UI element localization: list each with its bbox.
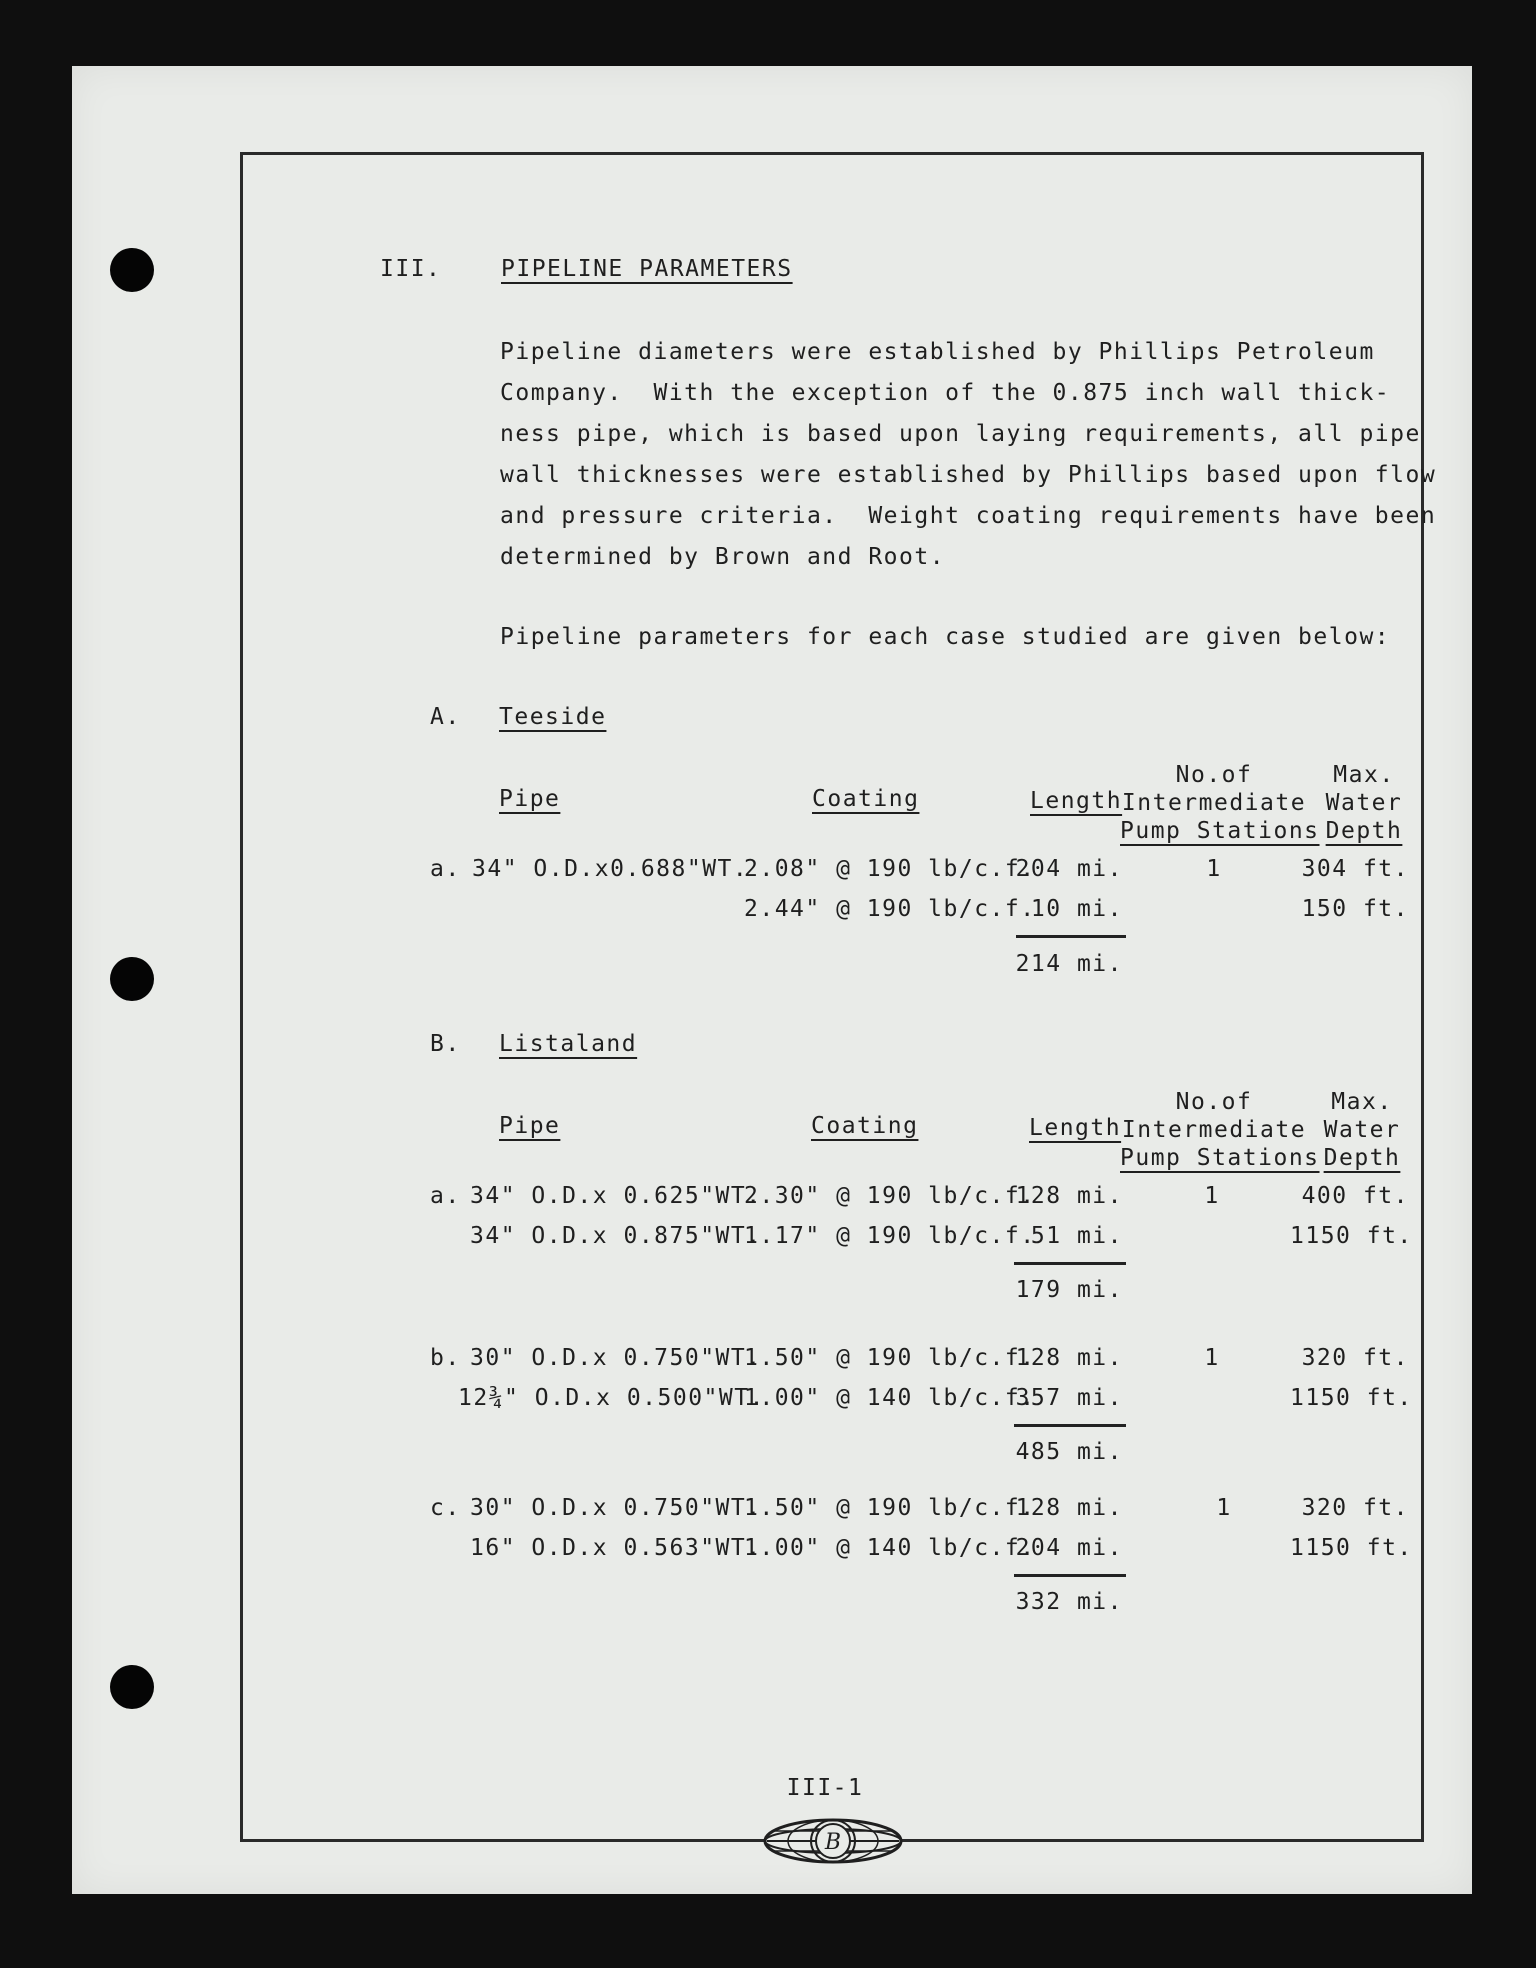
header-stations-line3: Pump Stations <box>1120 818 1320 844</box>
case-a-letter: A. <box>430 704 461 730</box>
row-coating: 1.50" @ 190 lb/c.f. <box>744 1345 1036 1371</box>
header-pipe: Pipe <box>499 1113 561 1139</box>
row-length: 128 mi. <box>1015 1183 1123 1209</box>
header-pipe: Pipe <box>499 786 561 812</box>
header-length: Length <box>1030 788 1123 814</box>
intro-line: Pipeline diameters were established by Phillips Petroleum <box>500 339 1375 365</box>
total-rule <box>1014 1424 1126 1427</box>
intro-paragraph <box>500 332 1437 578</box>
row-length: 10 mi. <box>1030 896 1123 922</box>
header-stations-line1: No.of <box>1175 1089 1253 1115</box>
header-depth-line1: Max. <box>1333 762 1395 788</box>
case-b-letter: B. <box>430 1031 461 1057</box>
row-pipe: 34" O.D.x 0.625"WT. <box>470 1183 762 1209</box>
row-pipe: 30" O.D.x 0.750"WT. <box>470 1495 762 1521</box>
length-total: 485 mi. <box>1015 1439 1123 1465</box>
binder-hole-middle <box>110 957 154 1001</box>
row-depth: 1150 ft. <box>1290 1535 1413 1561</box>
section-number: III. <box>380 256 442 282</box>
row-pipe: 34" O.D.x0.688"WT. <box>472 856 749 882</box>
total-rule <box>1014 1574 1126 1577</box>
binder-hole-top <box>110 248 154 292</box>
binder-hole-bottom <box>110 1665 154 1709</box>
header-depth-line3: Depth <box>1323 1145 1401 1171</box>
header-depth-line2: Water <box>1323 1117 1401 1143</box>
row-depth: 400 ft. <box>1301 1183 1409 1209</box>
header-depth-line2: Water <box>1325 790 1403 816</box>
row-coating: 1.17" @ 190 lb/c.f. <box>744 1223 1036 1249</box>
intro-line: wall thicknesses were established by Phillips based upon flow <box>500 462 1437 488</box>
total-rule <box>1014 1262 1126 1265</box>
row-length: 128 mi. <box>1015 1495 1123 1521</box>
row-item: a. <box>430 1183 461 1209</box>
row-stations: 1 <box>1206 856 1222 882</box>
row-coating: 2.30" @ 190 lb/c.f. <box>744 1183 1036 1209</box>
intro-line: and pressure criteria. Weight coating requirements have been <box>500 503 1437 529</box>
row-depth: 320 ft. <box>1301 1345 1409 1371</box>
row-pipe: 12¾" O.D.x 0.500"WT. <box>458 1385 765 1411</box>
row-length: 204 mi. <box>1015 1535 1123 1561</box>
row-length: 357 mi. <box>1015 1385 1123 1411</box>
row-pipe: 30" O.D.x 0.750"WT. <box>470 1345 762 1371</box>
row-length: 128 mi. <box>1015 1345 1123 1371</box>
length-total: 179 mi. <box>1015 1277 1123 1303</box>
brown-and-root-globe-logo <box>762 1816 904 1866</box>
row-item: c. <box>430 1495 461 1521</box>
header-stations-line1: No.of <box>1175 762 1253 788</box>
row-coating: 2.44" @ 190 lb/c.f. <box>744 896 1036 922</box>
row-stations: 1 <box>1216 1495 1232 1521</box>
length-total: 332 mi. <box>1015 1589 1123 1615</box>
header-stations-line3: Pump Stations <box>1120 1145 1320 1171</box>
case-a-title: Teeside <box>499 704 607 730</box>
row-depth: 320 ft. <box>1301 1495 1409 1521</box>
row-pipe: 34" O.D.x 0.875"WT. <box>470 1223 762 1249</box>
header-stations-line2: Intermediate <box>1121 790 1307 816</box>
row-depth: 304 ft. <box>1301 856 1409 882</box>
section-title: PIPELINE PARAMETERS <box>501 256 793 282</box>
row-stations: 1 <box>1204 1345 1220 1371</box>
header-coating: Coating <box>812 786 920 812</box>
intro-line: determined by Brown and Root. <box>500 544 946 570</box>
row-coating: 1.50" @ 190 lb/c.f. <box>744 1495 1036 1521</box>
header-length: Length <box>1029 1115 1122 1141</box>
row-depth: 1150 ft. <box>1290 1385 1413 1411</box>
header-stations-line2: Intermediate <box>1121 1117 1307 1143</box>
header-depth-line1: Max. <box>1331 1089 1393 1115</box>
row-length: 51 mi. <box>1030 1223 1123 1249</box>
row-depth: 1150 ft. <box>1290 1223 1413 1249</box>
lead-in-text: Pipeline parameters for each case studied are given below: <box>500 624 1391 650</box>
row-pipe: 16" O.D.x 0.563"WT. <box>470 1535 762 1561</box>
logo-letter: B <box>824 1830 842 1855</box>
row-item: a. <box>430 856 461 882</box>
length-total: 214 mi. <box>1015 951 1123 977</box>
row-coating: 1.00" @ 140 lb/c.f. <box>744 1385 1036 1411</box>
intro-line: ness pipe, which is based upon laying requirements, all pipe <box>500 421 1421 447</box>
case-b-title: Listaland <box>499 1031 638 1057</box>
row-item: b. <box>430 1345 461 1371</box>
row-depth: 150 ft. <box>1301 896 1409 922</box>
total-rule <box>1016 935 1126 938</box>
header-coating: Coating <box>811 1113 919 1139</box>
row-stations: 1 <box>1204 1183 1220 1209</box>
intro-line: Company. With the exception of the 0.875 inch wall thick- <box>500 380 1391 406</box>
row-coating: 2.08" @ 190 lb/c.f. <box>744 856 1036 882</box>
header-depth-line3: Depth <box>1325 818 1403 844</box>
row-length: 204 mi. <box>1015 856 1123 882</box>
page-number: III-1 <box>786 1775 864 1801</box>
row-coating: 1.00" @ 140 lb/c.f. <box>744 1535 1036 1561</box>
